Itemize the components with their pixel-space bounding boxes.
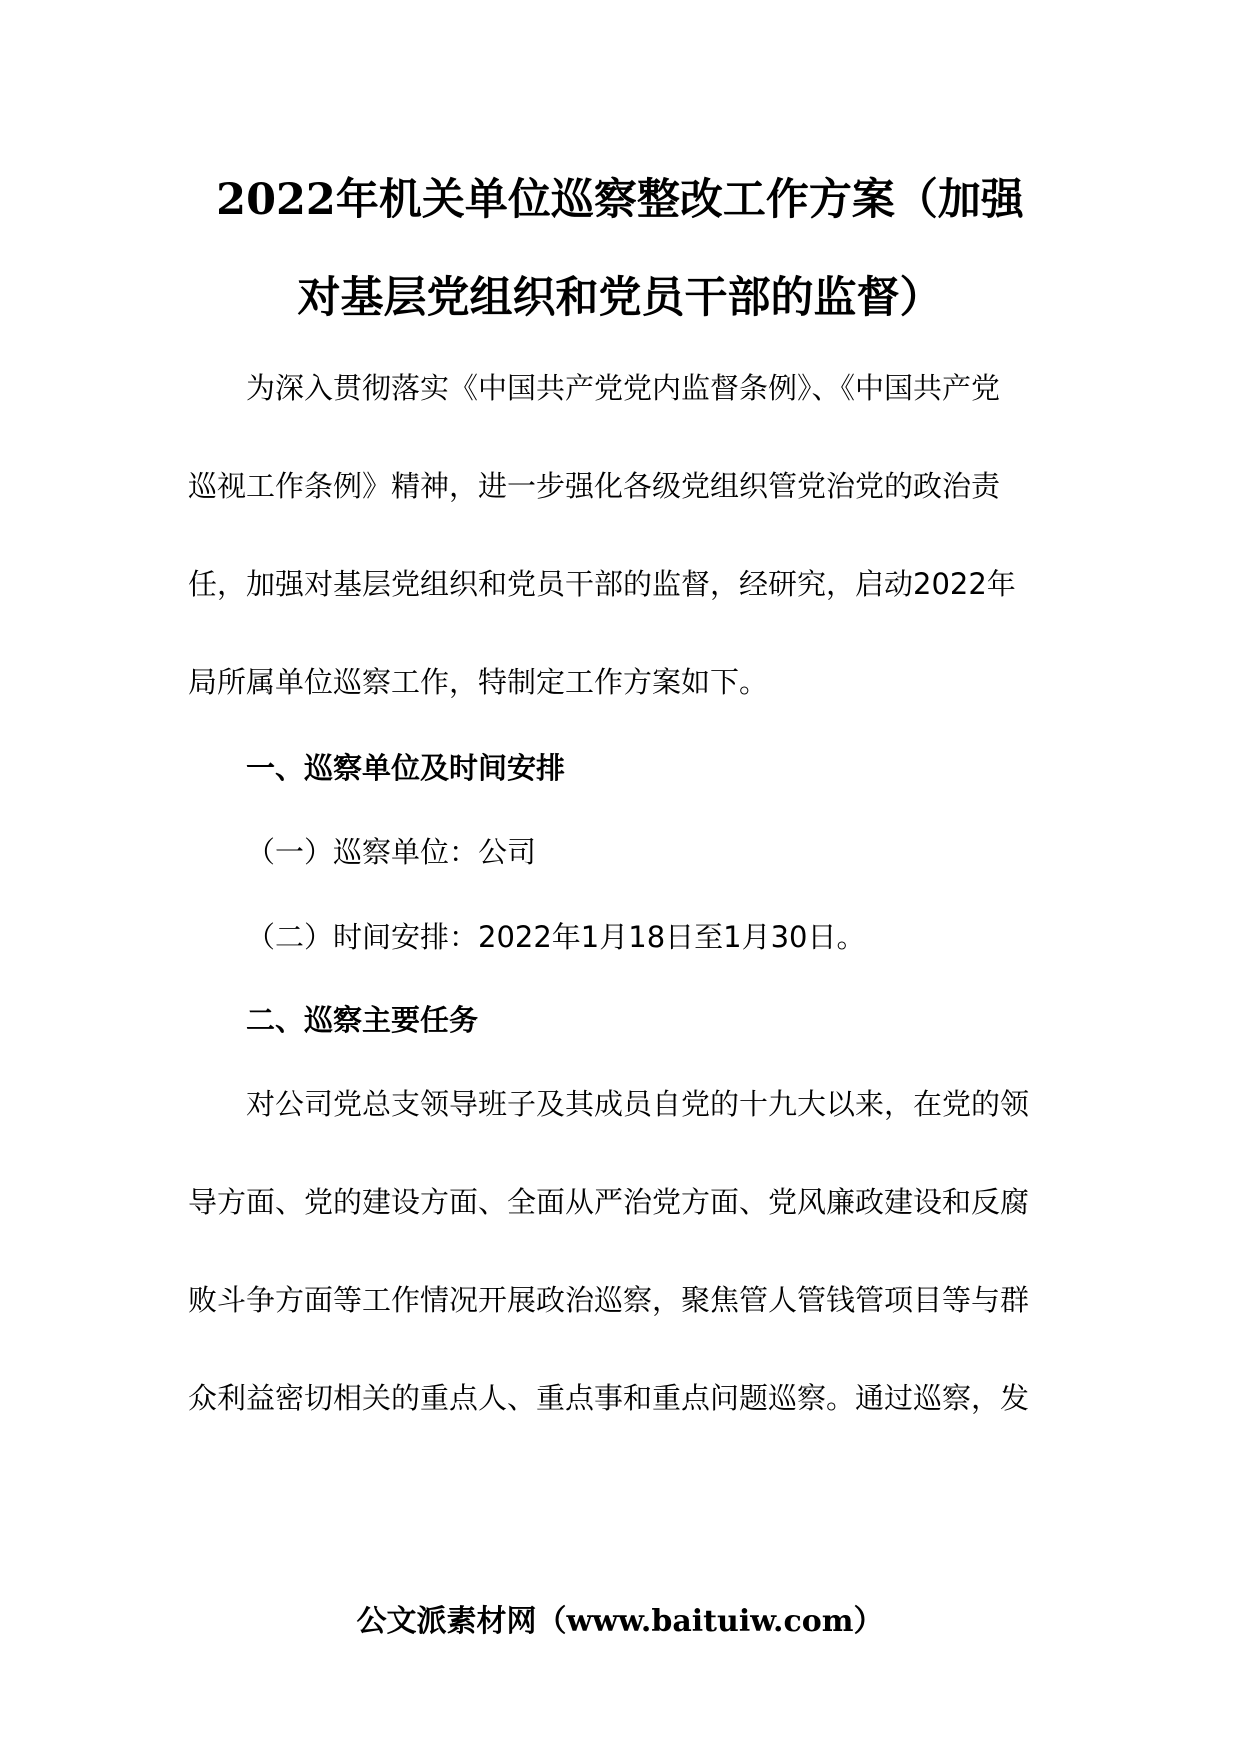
page-footer: 公文派素材网（www.baituiw.com）	[356, 1604, 884, 1639]
section-1-item: （一）巡察单位：公司	[246, 835, 537, 869]
intro-paragraph-line: 巡视工作条例》精神，进一步强化各级党组织管党治党的政治责	[188, 469, 1001, 503]
section-2-paragraph-line: 败斗争方面等工作情况开展政治巡察，聚焦管人管钱管项目等与群	[188, 1283, 1030, 1317]
section-1-item: （二）时间安排：2022年1月18日至1月30日。	[246, 920, 866, 954]
intro-paragraph-line: 任，加强对基层党组织和党员干部的监督，经研究，启动2022年	[188, 567, 1016, 601]
document-title-line-1: 2022年机关单位巡察整改工作方案（加强	[216, 175, 1024, 225]
section-2-paragraph-line: 对公司党总支领导班子及其成员自党的十九大以来，在党的领	[246, 1087, 1030, 1121]
intro-paragraph-line: 为深入贯彻落实《中国共产党党内监督条例》、《中国共产党	[246, 371, 1001, 405]
document-title-line-2: 对基层党组织和党员干部的监督）	[297, 273, 943, 323]
section-2-paragraph-line: 众利益密切相关的重点人、重点事和重点问题巡察。通过巡察，发	[188, 1381, 1030, 1415]
section-2-paragraph-line: 导方面、党的建设方面、全面从严治党方面、党风廉政建设和反腐	[188, 1185, 1030, 1219]
section-heading-2: 二、巡察主要任务	[246, 1003, 479, 1037]
intro-paragraph-line: 局所属单位巡察工作，特制定工作方案如下。	[188, 665, 769, 699]
section-heading-1: 一、巡察单位及时间安排	[246, 751, 566, 785]
